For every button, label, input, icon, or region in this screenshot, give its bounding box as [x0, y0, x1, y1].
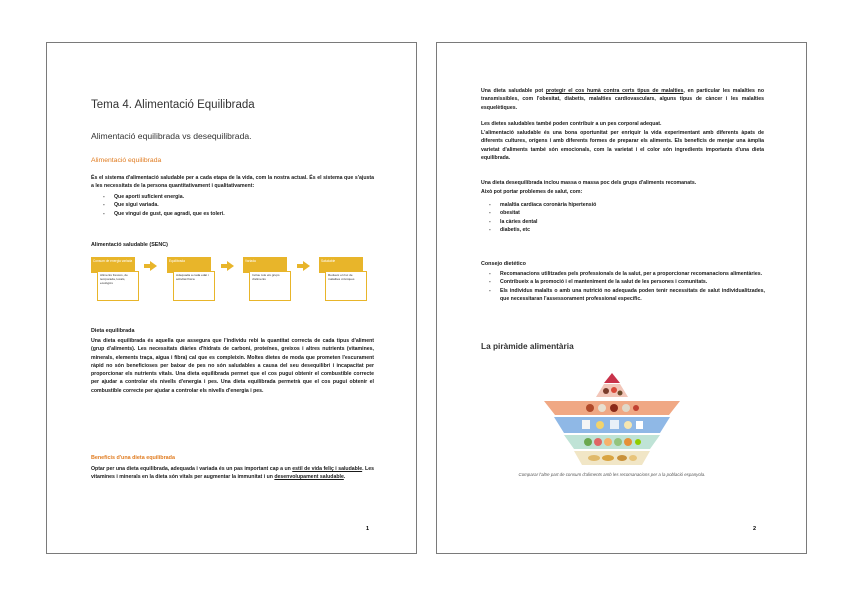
list-item: - Els individus malalts o amb una nutrició no adequada poden tenir necessitats de salut individualitzades, que necessitaran l'assessorament professional específic. — [485, 287, 765, 304]
list-item: - Que aporti suficient energia. — [99, 193, 359, 201]
arrow-right-icon — [150, 261, 157, 271]
heading-alimentacio-equilibrada: Alimentació equilibrada — [91, 157, 162, 164]
diagram-card: Inclou tots els grups d'aliments — [249, 271, 291, 301]
heading-consejo-dietetico: Consejo dietético — [481, 261, 526, 267]
heading-dieta-equilibrada: Dieta equilibrada — [91, 328, 135, 334]
list-item: - malaltia cardíaca coronària hipertensió — [485, 201, 745, 209]
page-number: 2 — [753, 526, 757, 532]
link-protegir-cos[interactable]: protegir el cos humà contra certs tipus de malalties — [545, 88, 684, 94]
diagram-step: Consum de energia variada — [91, 257, 135, 273]
pyramid-tier — [604, 373, 620, 383]
arrow-right-icon — [303, 261, 310, 271]
text-run: . Les vitamines i minerals en la dieta són vitals per augmentar la immunitat i un — [91, 466, 374, 481]
list-item: - diabetis, etc — [485, 226, 745, 234]
diagram-card: Aliments frescos, de temporada, locals, ecològics — [97, 271, 139, 301]
text-run: Una dieta saludable pot — [481, 88, 546, 94]
problems-list — [485, 201, 745, 234]
list-item: - obesitat — [485, 209, 745, 217]
food-pyramid-image — [532, 371, 692, 469]
paragraph: Una dieta desequilibrada inclou massa o massa poc dels grups d'aliments recomanats. — [481, 180, 697, 186]
section-subtitle: Alimentació equilibrada vs desequilibrada. — [91, 131, 252, 141]
link-estil-de-vida[interactable]: estil de vida feliç i saludable — [292, 466, 363, 472]
list-item: - Que sigui variada. — [99, 201, 359, 209]
heading-piramide: La piràmide alimentària — [481, 341, 574, 351]
benefits-paragraph — [91, 465, 374, 482]
list-item: - Contribueix a la promoció i el manteniment de la salut de les persones i comunitats. — [485, 278, 765, 286]
document-page-2 — [436, 42, 807, 554]
diet-paragraph: Una dieta equilibrada és aquella que assegura que l'individu rebi la quantitat correcta de cada tipus d'aliment (grup d'aliments). Les necessitats diàries d'hidrats de carboni, proteïnes, greixos i altres nutrients (vitamines, minerals, elements traça, aigua i fibra) cal que es compleixin. Moltes dietes de moda que prometen l'escurament ràpid no són beneficioses per baixar de pes no són saludables a causa del seu desequilibri i incapacitat per proporcionar els nutrients vitals. Una dieta equilibrada permet que el cos pugui obtenir el combustible correcte per ajudar a controlar els nivells d'energia i pes. Una dieta equilibrada permetrà que el cos pugui obtenir el combustible correcte per ajudar a controlar els nivells d'energia i pes. — [91, 338, 374, 394]
arrow-right-icon — [227, 261, 234, 271]
document-page-1 — [46, 42, 417, 554]
diagram-step: Variada — [243, 257, 287, 273]
list-item: - Recomanacions utilitzades pels professionals de la salut, per a proporcionar recomanacions alimentàries. — [485, 270, 765, 278]
page-number: 1 — [366, 526, 370, 532]
list-item: - la càries dental — [485, 218, 745, 226]
heading-beneficis: Beneficis d'una dieta equilibrada — [91, 455, 175, 461]
intro-paragraph: És el sistema d'alimentació saludable per a cada etapa de la vida, com la nostra actual. És el sistema que s'ajusta a les necessitats de la persona quantitativament i qualitativament: — [91, 175, 374, 190]
paragraph: Això pot portar problemes de salut, com: — [481, 189, 583, 195]
page-title: Tema 4. Alimentació Equilibrada — [91, 99, 255, 111]
list-item: - Que vingui de gust, que agradi, que es toleri. — [99, 210, 359, 218]
diagram-step: Equilibrada — [167, 257, 211, 273]
diagram-card: Redueix el risc de malalties cròniques — [325, 271, 367, 301]
intro-paragraph — [481, 87, 764, 112]
text-run: . — [343, 474, 346, 481]
requirements-list — [99, 193, 359, 218]
paragraph: Les dietes saludables també poden contribuir a un pes corporal adequat. — [481, 121, 662, 127]
text-run: , en particular les malalties no transmissibles, com l'obesitat, diabetis, malalties cardiovasculars, alguns tipus de càncer i les malalties esquelètiques. — [481, 88, 764, 111]
paragraph: L'alimentació saludable és una bona oportunitat per enriquir la vida experimentant amb diferents àpats de diferents cultures, orígens i amb diferents formes de preparar els aliments. Els beneficis de menjar una àmplia varietat d'aliments també són emocionals, com la varietat i el color són ingredients importants d'una dieta equilibrada. — [481, 130, 764, 161]
advice-list — [485, 270, 765, 303]
link-desenvolupament[interactable]: desenvolupament saludable — [274, 474, 344, 481]
text-run: Optar per una dieta equilibrada, adequada i variada és un pas important cap a un — [91, 466, 293, 472]
pyramid-caption: Comparar l'altre part de consum d'aliments amb les recomanacions per a la població espanyola. — [518, 472, 706, 477]
diagram-card: Adequada a cada edat i activitat física — [173, 271, 215, 301]
diagram-step: Saludable — [319, 257, 363, 273]
diagram-title: Alimentació saludable (SENC) — [91, 242, 168, 248]
